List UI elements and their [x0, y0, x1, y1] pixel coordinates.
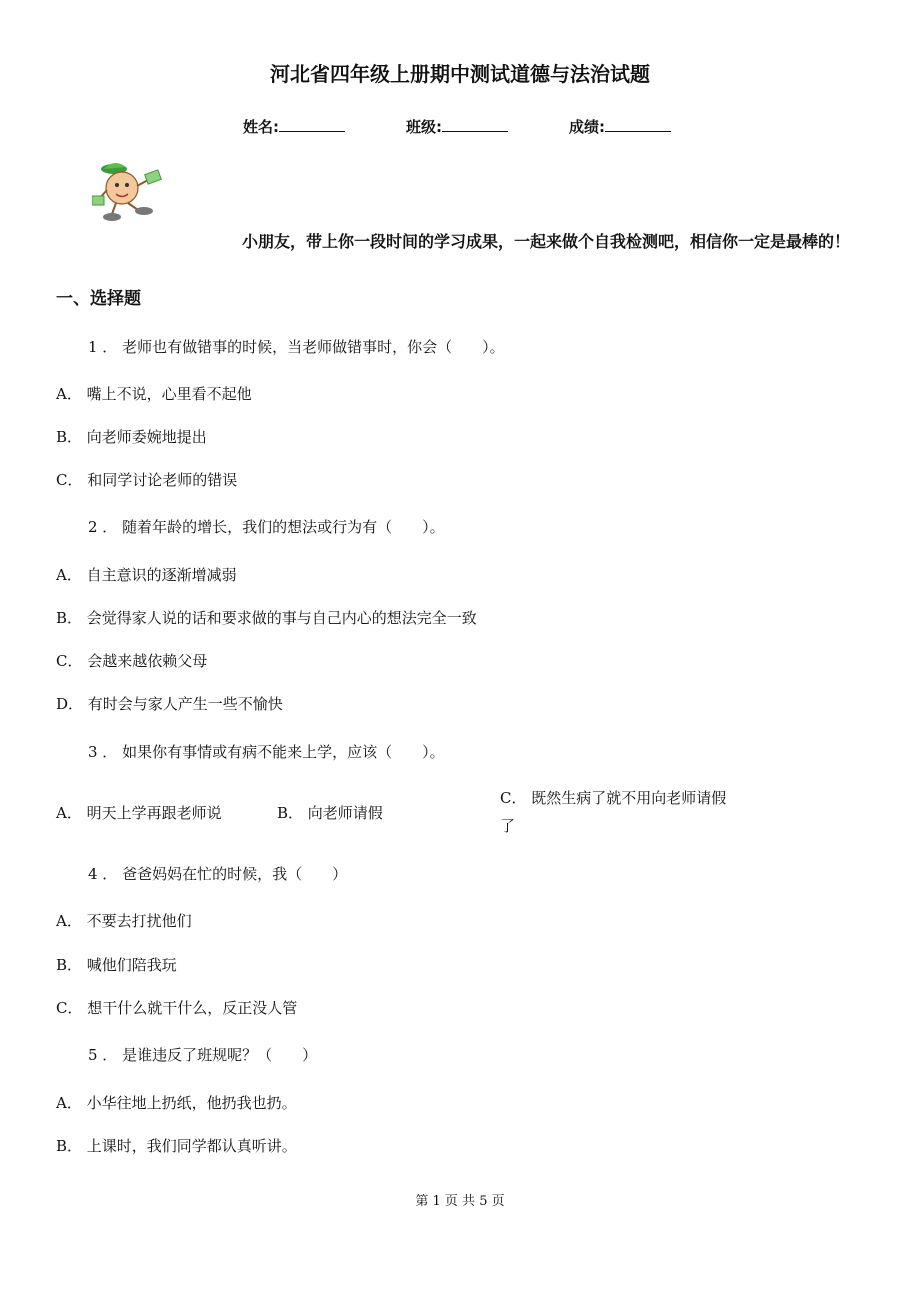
section-title: 一、选择题 — [56, 289, 141, 309]
score-field[interactable] — [569, 116, 671, 137]
encouragement-text: 小朋友，带上你一段时间的学习成果，一起来做个自我检测吧，相信你一定是最棒的！ — [241, 232, 850, 251]
q2-option-c[interactable]: C． 会越来越依赖父母 — [56, 652, 208, 670]
q4-option-a[interactable]: A． 不要去打扰他们 — [56, 912, 192, 930]
q4-option-b[interactable]: B． 喊他们陪我玩 — [56, 956, 177, 974]
class-blank[interactable] — [442, 117, 508, 132]
question-1: 1 ． 老师也有做错事的时候，当老师做错事时，你会（ ）。 — [88, 338, 505, 356]
question-3: 3 ． 如果你有事情或有病不能来上学，应该（ ）。 — [88, 743, 445, 761]
class-field[interactable] — [406, 116, 508, 137]
score-blank[interactable] — [605, 117, 671, 132]
question-2: 2 ． 随着年龄的增长，我们的想法或行为有（ ）。 — [88, 518, 445, 536]
cartoon-mascot-icon — [92, 156, 168, 226]
q1-option-b[interactable]: B． 向老师委婉地提出 — [56, 428, 207, 446]
name-label: 姓名: — [243, 118, 279, 136]
name-blank[interactable] — [279, 117, 345, 132]
q4-option-c[interactable]: C． 想干什么就干什么，反正没人管 — [56, 999, 298, 1017]
q1-option-c[interactable]: C． 和同学讨论老师的错误 — [56, 471, 238, 489]
question-4: 4 ． 爸爸妈妈在忙的时候，我（ ） — [88, 865, 348, 883]
q2-option-d[interactable]: D． 有时会与家人产生一些不愉快 — [56, 695, 283, 713]
q3-option-c[interactable]: C． 既然生病了就不用向老师请假了 — [500, 789, 727, 835]
q5-option-b[interactable]: B． 上课时，我们同学都认真听讲。 — [56, 1137, 297, 1155]
question-5: 5 ． 是谁违反了班规呢？（ ） — [88, 1046, 318, 1064]
score-label: 成绩: — [569, 118, 605, 136]
name-field[interactable] — [243, 116, 345, 137]
class-label: 班级: — [406, 118, 442, 136]
q2-option-b[interactable]: B． 会觉得家人说的话和要求做的事与自己内心的想法完全一致 — [56, 609, 477, 627]
q3-option-b[interactable]: B． 向老师请假 — [277, 804, 383, 822]
q2-option-a[interactable]: A． 自主意识的逐渐增减弱 — [56, 566, 237, 584]
q5-option-a[interactable]: A． 小华往地上扔纸，他扔我也扔。 — [56, 1094, 297, 1112]
page-title: 河北省四年级上册期中测试道德与法治试题 — [270, 62, 650, 86]
q1-option-a[interactable]: A． 嘴上不说，心里看不起他 — [56, 385, 252, 403]
page-footer: 第 1 页 共 5 页 — [415, 1194, 505, 1209]
q3-option-a[interactable]: A． 明天上学再跟老师说 — [56, 804, 222, 822]
